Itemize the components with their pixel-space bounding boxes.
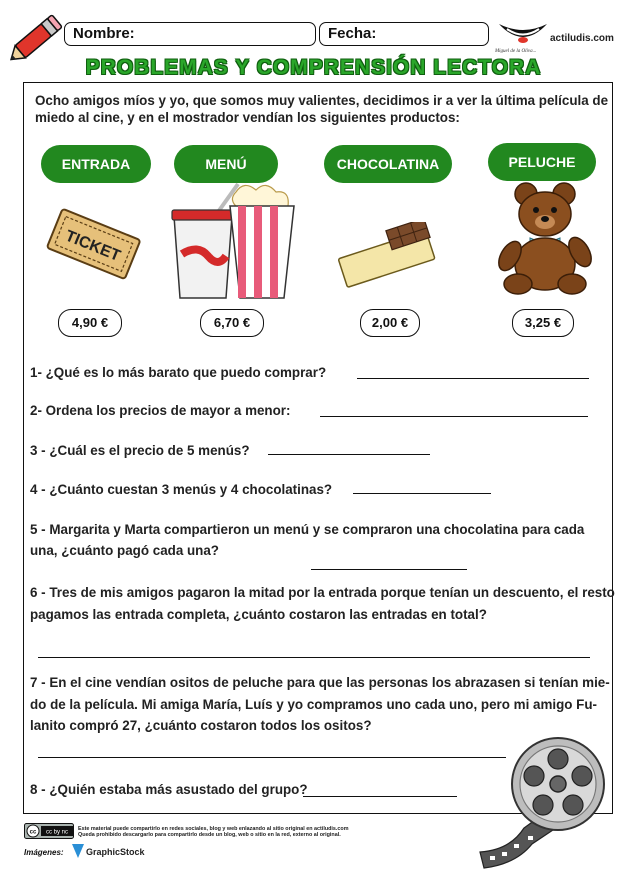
graphicstock-logo-icon <box>72 844 84 858</box>
chocolate-bar-icon <box>326 222 446 292</box>
question-5-line-2: una, ¿cuánto pagó cada una? <box>30 543 219 558</box>
question-2: 2- Ordena los precios de mayor a menor: <box>30 403 291 418</box>
cc-badge-text: cc by nc <box>45 829 69 836</box>
answer-line-8[interactable] <box>303 796 457 797</box>
product-label-chocolatina: CHOCOLATINA <box>324 145 452 183</box>
answer-line-3[interactable] <box>268 454 430 455</box>
answer-line-4[interactable] <box>353 493 491 494</box>
name-field[interactable] <box>64 22 316 46</box>
page-title: PROBLEMAS Y COMPRENSIÓN LECTORA <box>85 56 542 79</box>
question-6-line-2: pagamos las entrada completa, ¿cuánto costaron las entradas en total? <box>30 607 487 622</box>
question-7-line-3: lanito compró 27, ¿cuánto costaron todos los ositos? <box>30 718 372 733</box>
cc-license-icon <box>24 823 74 839</box>
intro-line-2: miedo al cine, y en el mostrador vendían los siguientes productos: <box>35 110 460 125</box>
product-label-entrada: ENTRADA <box>41 145 151 183</box>
license-line-1: Este material puede compartirlo en redes sociales, blog y web enlazando al sitio original en actiludis.com <box>78 826 349 832</box>
answer-line-2[interactable] <box>320 416 588 417</box>
question-6-line-1: 6 - Tres de mis amigos pagaron la mitad por la entrada porque tenían un descuento, el resto <box>30 585 615 600</box>
question-7-line-1: 7 - En el cine vendían ositos de peluche para que las personas los abrazasen si tenían mie- <box>30 675 610 690</box>
product-label-menu: MENÚ <box>174 145 278 183</box>
question-8: 8 - ¿Quién estaba más asustado del grupo? <box>30 782 308 797</box>
film-reel-icon <box>470 732 610 872</box>
license-line-2: Queda prohibido descargarlo para compartirlo desde un blog, web o sitio en la red, externo al original. <box>78 832 341 838</box>
price-chocolatina: 2,00 € <box>360 309 420 337</box>
answer-line-1[interactable] <box>357 378 589 379</box>
price-menu: 6,70 € <box>200 309 264 337</box>
question-5-line-1: 5 - Margarita y Marta compartieron un menú y se compraron una chocolatina para cada <box>30 522 585 537</box>
svg-text:cc: cc <box>29 829 37 836</box>
answer-line-5[interactable] <box>311 569 467 570</box>
price-peluche: 3,25 € <box>512 309 574 337</box>
ticket-icon <box>44 205 144 281</box>
question-3: 3 - ¿Cuál es el precio de 5 menús? <box>30 443 250 458</box>
name-label: Nombre: <box>73 25 135 42</box>
brand-signature: Miguel de la Oliva... <box>495 49 537 54</box>
ticket-text: TICKET <box>62 227 123 265</box>
answer-line-7[interactable] <box>38 757 506 758</box>
teddy-bear-icon <box>490 178 600 298</box>
answer-line-6[interactable] <box>38 657 590 658</box>
graphicstock-label: GraphicStock <box>86 847 145 857</box>
images-label: Imágenes: <box>24 848 64 857</box>
popcorn-drink-icon <box>168 182 298 302</box>
intro-line-1: Ocho amigos míos y yo, que somos muy valientes, decidimos ir a ver la última película de <box>35 93 609 108</box>
price-entrada: 4,90 € <box>58 309 122 337</box>
product-label-peluche: PELUCHE <box>488 143 596 181</box>
question-7-line-2: do de la película. Mi amiga María, Luís y yo compramos uno cada uno, pero mi amigo Fu- <box>30 697 597 712</box>
brand-name: actiludis.com <box>550 33 614 44</box>
date-field[interactable] <box>319 22 489 46</box>
actiludis-logo <box>493 16 553 54</box>
date-label: Fecha: <box>328 25 377 42</box>
question-1: 1- ¿Qué es lo más barato que puedo comprar? <box>30 365 327 380</box>
question-4: 4 - ¿Cuánto cuestan 3 menús y 4 chocolatinas? <box>30 482 333 497</box>
